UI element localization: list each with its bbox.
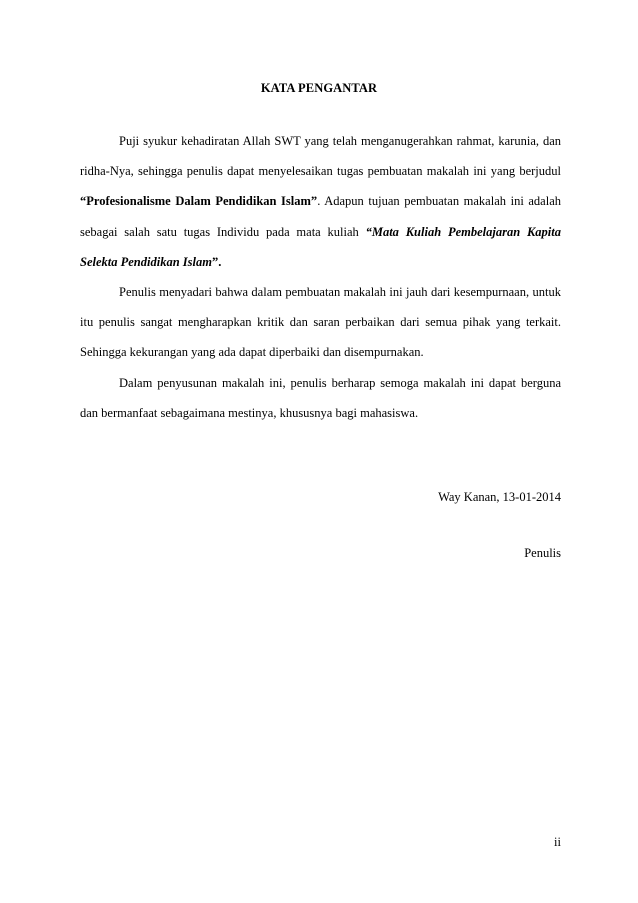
paragraph-1-text-b: . Adapun tujuan pembuatan makalah ini adalah sebagai salah satu tugas Individu pada mata kuliah	[80, 194, 561, 239]
page-number: ii	[554, 835, 561, 849]
place-date: Way Kanan, 13-01-2014	[438, 490, 561, 504]
paragraph-1-text-a: Puji syukur kehadiratan Allah SWT yang telah menganugerahkan rahmat, karunia, dan ridha-Nya, sehingga penulis dapat menyelesaikan tugas pembuatan makalah ini yang berjudul	[80, 134, 561, 179]
paragraph-3: Dalam penyusunan makalah ini, penulis berharap semoga makalah ini dapat berguna dan bermanfaat sebagaimana mestinya, khususnya bagi mahasiswa.	[80, 375, 561, 420]
body-text	[80, 126, 561, 428]
course-name-close: ”.	[211, 254, 222, 269]
course-name: “Mata Kuliah Pembelajaran Kapita Selekta Pendidikan Islam	[80, 224, 561, 269]
makalah-title: “Profesionalisme Dalam Pendidikan Islam”	[80, 194, 318, 209]
paragraph-1	[80, 126, 561, 277]
paragraph-2: Penulis menyadari bahwa dalam pembuatan makalah ini jauh dari kesempurnaan, untuk itu penulis sangat mengharapkan kritik dan saran perbaikan dari semua pihak yang terkait. Sehingga kekurangan yang ada dapat diperbaiki dan disempurnakan.	[80, 285, 561, 360]
signer: Penulis	[524, 546, 561, 560]
page-title: KATA PENGANTAR	[260, 81, 378, 95]
